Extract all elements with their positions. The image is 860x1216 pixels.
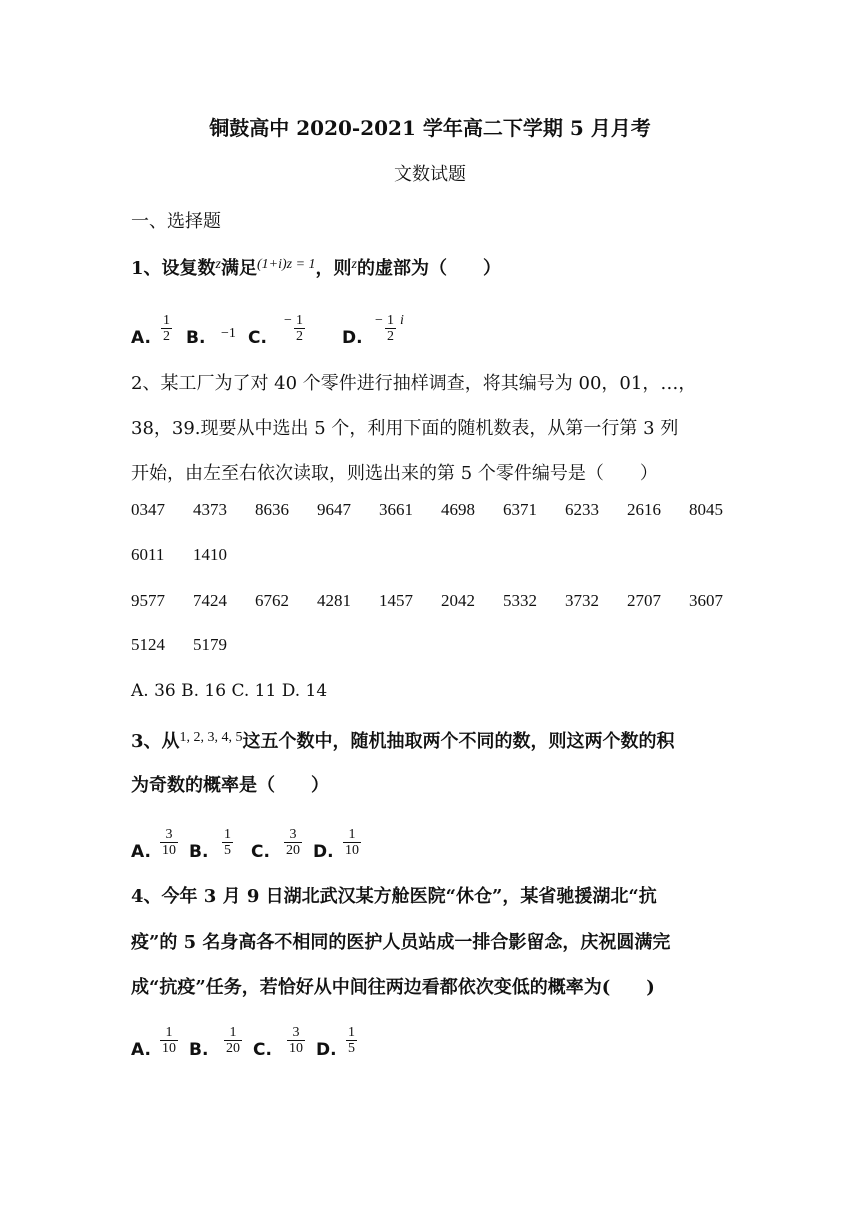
q1-text-3: ，则: [315, 258, 352, 279]
q1-option-b-value: −1: [221, 326, 236, 341]
q4-c-numerator: 3: [292, 1025, 300, 1040]
q3-d-denominator: 10: [345, 843, 359, 858]
random-number: 2616: [627, 500, 661, 519]
q4-option-a-fraction: [160, 1025, 178, 1056]
random-number: 2707: [627, 591, 661, 610]
question-4-line-2: 疫”的 5 名身高各不相同的医护人员站成一排合影留念，庆祝圆满完: [131, 932, 671, 953]
question-2-line-2: 38，39.现要从中选出 5 个，利用下面的随机数表，从第一行第 3 列: [131, 418, 679, 439]
question-1-stem: [131, 254, 501, 280]
q3-a-denominator: 10: [162, 843, 176, 858]
q1-a-numerator: 1: [163, 313, 170, 328]
q4-a-denominator: 10: [162, 1041, 176, 1056]
random-number: 6762: [255, 591, 289, 610]
q3-a-numerator: 3: [165, 827, 173, 842]
random-number: 2042: [441, 591, 475, 610]
random-number: 6371: [503, 500, 537, 519]
random-number: 6233: [565, 500, 599, 519]
q1-var-z-2: z: [351, 257, 357, 272]
random-number: 9647: [317, 500, 351, 519]
random-table-row-2-continued: [131, 635, 741, 659]
q4-b-denominator: 20: [226, 1041, 240, 1056]
random-number: 3732: [565, 591, 599, 610]
q3-number-set: 1, 2, 3, 4, 5: [179, 730, 243, 745]
exam-subtitle: 文数试题: [394, 164, 466, 185]
q4-b-numerator: 1: [229, 1025, 237, 1040]
random-number: 3607: [689, 591, 723, 610]
q4-option-d-fraction: [346, 1025, 357, 1056]
q3-c-denominator: 20: [286, 843, 300, 858]
random-number: 0347: [131, 500, 165, 519]
q1-d-numerator: 1: [387, 313, 394, 328]
random-number: 9577: [131, 591, 165, 610]
random-number: 5179: [193, 635, 227, 654]
q4-option-d-label: D.: [316, 1040, 337, 1060]
q1-text-4: 的虚部为（ ）: [357, 258, 501, 279]
random-number: 1410: [193, 545, 227, 564]
q3-option-b-label: B.: [189, 842, 209, 862]
question-4-options: [131, 1000, 731, 1060]
question-2-line-1: 2、某工厂为了对 40 个零件进行抽样调查，将其编号为 00，01，…，: [131, 373, 697, 394]
q1-option-a-label: A.: [131, 328, 151, 348]
q4-option-a-label: A.: [131, 1040, 151, 1060]
random-number: 1457: [379, 591, 413, 610]
random-number: 4281: [317, 591, 351, 610]
q4-a-numerator: 1: [165, 1025, 173, 1040]
question-4-line-1: 4、今年 3 月 9 日湖北武汉某方舱医院“休仓”，某省驰援湖北“抗: [131, 886, 657, 907]
random-table-row-1-continued: [131, 545, 741, 569]
q1-option-a-fraction: [161, 313, 172, 344]
random-number: 8045: [689, 500, 723, 519]
random-number: 6011: [131, 545, 165, 564]
random-number: 7424: [193, 591, 227, 610]
q1-option-c-label: C.: [248, 328, 267, 348]
random-number: 3661: [379, 500, 413, 519]
question-1-options: [131, 288, 731, 348]
question-3-options: [131, 802, 731, 862]
q4-option-b-fraction: [224, 1025, 242, 1056]
question-2-line-3: 开始，由左至右依次读取，则选出来的第 5 个零件编号是（ ）: [131, 463, 658, 484]
q3-c-numerator: 3: [289, 827, 297, 842]
exam-title: 铜鼓高中 2020-2021 学年高二下学期 5 月月考: [209, 116, 651, 140]
question-3-line-2: 为奇数的概率是（ ）: [131, 775, 329, 796]
random-number: 5332: [503, 591, 537, 610]
q4-d-denominator: 5: [348, 1041, 355, 1056]
q1-option-d-fraction: [385, 313, 396, 344]
q3-b-denominator: 5: [224, 843, 231, 858]
q3-option-d-fraction: [343, 827, 361, 858]
random-table-row-1: [131, 500, 741, 524]
q4-d-numerator: 1: [348, 1025, 355, 1040]
q1-option-d-label: D.: [342, 328, 363, 348]
q1-var-z: z: [215, 257, 221, 272]
random-number: 8636: [255, 500, 289, 519]
q1-a-denominator: 2: [163, 329, 170, 344]
question-4-line-3: 成“抗疫”任务，若恰好从中间往两边看都依次变低的概率为( ): [131, 977, 655, 998]
q1-text-2: 满足: [220, 258, 257, 279]
question-2-options: A. 36 B. 16 C. 11 D. 14: [131, 681, 328, 701]
section-heading: 一、选择题: [131, 211, 221, 232]
q4-option-c-fraction: [287, 1025, 305, 1056]
random-table-row-2: [131, 591, 741, 615]
q1-c-numerator: 1: [296, 313, 303, 328]
q1-equation: (1+i)z = 1: [256, 257, 316, 272]
q1-option-b-label: B.: [186, 328, 206, 348]
q1-text-1: 1、设复数: [131, 258, 216, 279]
q3-option-b-fraction: [222, 827, 233, 858]
random-number: 5124: [131, 635, 165, 654]
q4-c-denominator: 10: [289, 1041, 303, 1056]
q3-option-a-fraction: [160, 827, 178, 858]
q3-option-c-label: C.: [251, 842, 270, 862]
random-number: 4698: [441, 500, 475, 519]
q3-text-1: 3、从: [131, 731, 180, 752]
q3-option-a-label: A.: [131, 842, 151, 862]
q1-d-minus: −: [375, 313, 383, 328]
q3-d-numerator: 1: [348, 827, 356, 842]
q1-d-denominator: 2: [387, 329, 394, 344]
q4-option-c-label: C.: [253, 1040, 272, 1060]
q3-b-numerator: 1: [224, 827, 231, 842]
question-3-line-1: [131, 727, 675, 753]
random-number: 4373: [193, 500, 227, 519]
q1-c-minus: −: [284, 313, 292, 328]
q3-option-c-fraction: [284, 827, 302, 858]
q3-option-d-label: D.: [313, 842, 334, 862]
q1-d-imaginary-unit: i: [400, 313, 404, 328]
q1-c-denominator: 2: [296, 329, 303, 344]
q3-text-2: 这五个数中，随机抽取两个不同的数，则这两个数的积: [242, 731, 675, 752]
q4-option-b-label: B.: [189, 1040, 209, 1060]
q1-option-c-fraction: [294, 313, 305, 344]
